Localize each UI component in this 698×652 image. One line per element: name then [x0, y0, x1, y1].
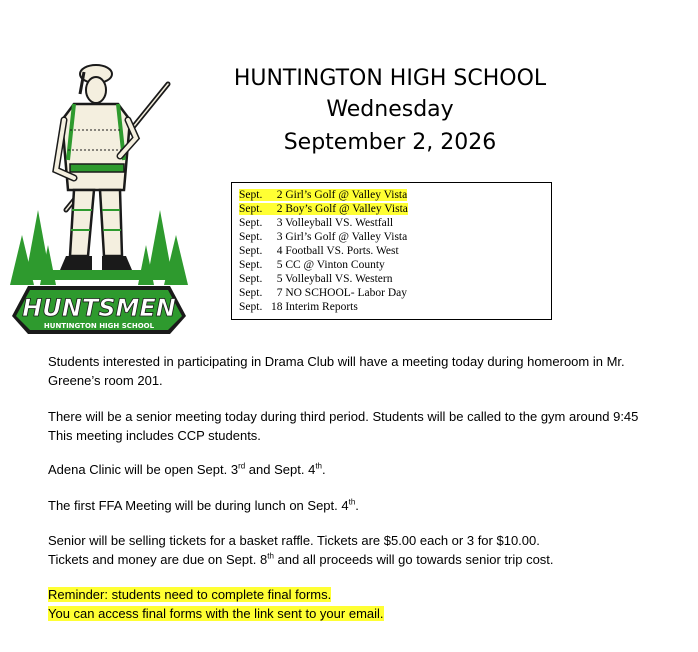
logo-wordmark: HUNTSMEN	[22, 294, 176, 322]
weekday: Wednesday	[326, 97, 454, 122]
clinic-announcement	[48, 460, 688, 479]
event-text: Sept. 18 Interim Reports	[239, 301, 358, 313]
logo-subtitle: HUNTINGTON HIGH SCHOOL	[43, 322, 155, 330]
clinic-text: Adena Clinic will be open Sept. 3	[48, 462, 239, 477]
event-row	[239, 286, 551, 300]
clinic-sup-2: th	[315, 461, 322, 471]
clinic-text-end: .	[321, 462, 326, 477]
event-text: Sept. 3 Girl’s Golf @ Valley Vista	[239, 231, 408, 243]
event-row	[239, 230, 551, 244]
ffa-text: The first FFA Meeting will be during lunch on Sept. 4	[48, 498, 349, 513]
raffle-line-2	[48, 550, 688, 569]
events-schedule-box	[231, 182, 552, 320]
event-text: Sept. 3 Volleyball VS. Westfall	[239, 217, 394, 229]
event-text: Sept. 7 NO SCHOOL- Labor Day	[239, 287, 408, 299]
clinic-text-mid: and Sept. 4	[245, 462, 316, 477]
drama-line-1: Students interested in participating in Drama Club will have a meeting today during homeroom in Mr.	[48, 354, 625, 369]
event-row	[239, 216, 551, 230]
senior-line-1: There will be a senior meeting today during third period. Students will be called to the gym around 9:45	[48, 409, 639, 424]
event-text: Sept. 5 CC @ Vinton County	[239, 259, 385, 271]
event-text: Sept. 5 Volleyball VS. Western	[239, 273, 393, 285]
raffle-text: Tickets and money are due on Sept. 8	[48, 552, 268, 567]
reminder-line-1: Reminder: students need to complete final forms.	[48, 587, 332, 602]
date: September 2, 2026	[283, 130, 497, 155]
senior-line-2: This meeting includes CCP students.	[48, 428, 261, 443]
raffle-text-end: and all proceeds will go towards senior trip cost.	[273, 552, 554, 567]
event-row	[239, 244, 551, 258]
ffa-announcement	[48, 496, 688, 515]
raffle-line-1: Senior will be selling tickets for a basket raffle. Tickets are $5.00 each or 3 for $10.00.	[48, 533, 540, 548]
senior-meeting-announcement	[48, 407, 688, 445]
event-text: Sept. 2 Girl’s Golf @ Valley Vista	[239, 189, 408, 201]
drama-line-2: Greene’s room 201.	[48, 373, 163, 388]
huntsmen-logo	[8, 60, 190, 342]
drama-club-announcement	[48, 352, 688, 390]
event-row	[239, 202, 551, 216]
raffle-announcement	[48, 531, 688, 569]
event-text: Sept. 4 Football VS. Ports. West	[239, 245, 399, 257]
event-text: Sept. 2 Boy’s Golf @ Valley Vista	[239, 203, 408, 215]
event-row	[239, 272, 551, 286]
raffle-sup: th	[267, 551, 274, 561]
event-row	[239, 188, 551, 202]
school-name: HUNTINGTON HIGH SCHOOL	[233, 66, 547, 91]
ffa-sup: th	[348, 497, 356, 507]
clinic-sup-1: rd	[238, 461, 246, 471]
reminder-announcement	[48, 585, 688, 623]
ffa-text-end: .	[355, 498, 359, 513]
event-row	[239, 300, 551, 314]
event-row	[239, 258, 551, 272]
reminder-line-2: You can access final forms with the link sent to your email.	[48, 606, 384, 621]
